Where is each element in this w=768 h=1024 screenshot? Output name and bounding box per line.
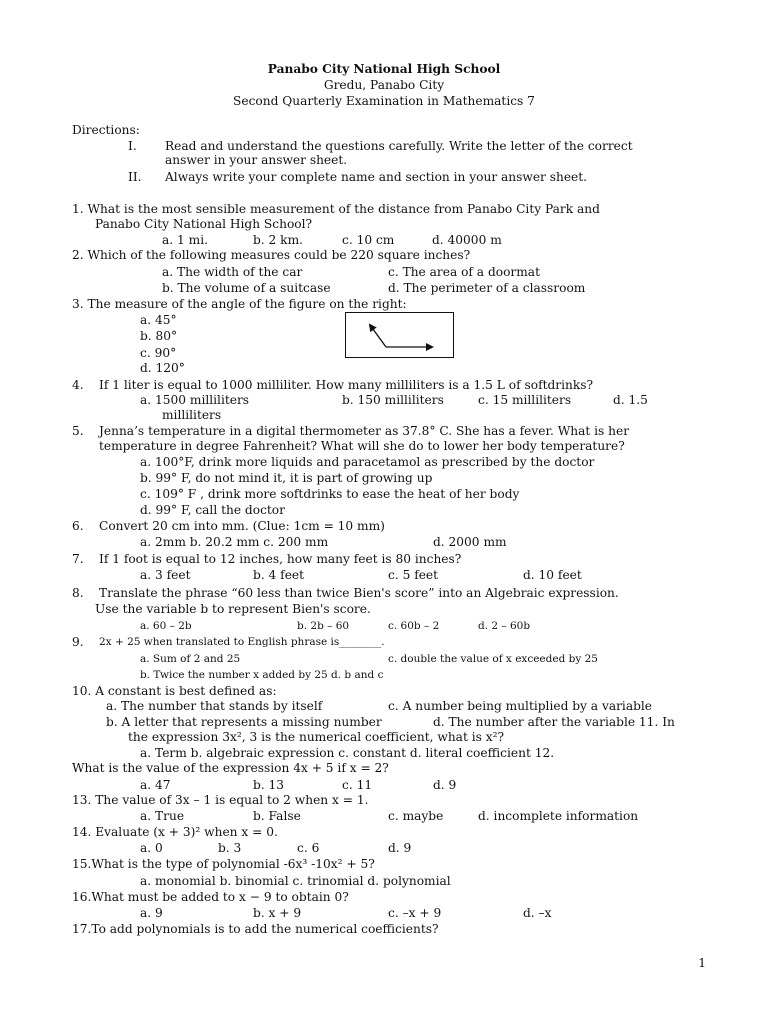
q15-choices: a. monomial b. binomial c. trinomial d. polynomial (140, 874, 451, 888)
q5-choice-c: c. 109° F , drink more softdrinks to ease the heat of her body (140, 487, 520, 501)
q14-choice-c: c. 6 (297, 841, 320, 855)
q6-num: 6. (72, 519, 84, 533)
direction-num-2: II. (128, 170, 142, 184)
question-8-cont: Use the variable b to represent Bien's score. (95, 602, 371, 616)
question-1-cont: Panabo City National High School? (95, 217, 313, 231)
q2-choice-c: c. The area of a doormat (388, 265, 540, 279)
q5-choice-d: d. 99° F, call the doctor (140, 503, 285, 517)
q16-choice-d: d. –x (523, 906, 552, 920)
q5-choice-b: b. 99° F, do not mind it, it is part of growing up (140, 471, 433, 485)
q2-choice-a: a. The width of the car (162, 265, 303, 279)
question-14: 14. Evaluate (x + 3)² when x = 0. (72, 825, 278, 839)
q7-num: 7. (72, 552, 84, 566)
q1-choice-d: d. 40000 m (432, 233, 502, 247)
q8-num: 8. (72, 586, 84, 600)
directions-label: Directions: (72, 123, 140, 137)
q14-choice-a: a. 0 (140, 841, 163, 855)
q8-choice-b: b. 2b – 60 (297, 620, 350, 632)
q13-choice-a: a. True (140, 809, 185, 823)
q3-choice-b: b. 80° (140, 329, 178, 343)
q6-choices-abc: a. 2mm b. 20.2 mm c. 200 mm (140, 535, 329, 549)
question-10: 10. A constant is best defined as: (72, 684, 277, 698)
q10-choice-b: b. A letter that represents a missing number (106, 715, 382, 729)
q16-choice-b: b. x + 9 (253, 906, 302, 920)
q7-choice-b: b. 4 feet (253, 568, 305, 582)
question-6: Convert 20 cm into mm. (Clue: 1cm = 10 mm) (99, 519, 385, 533)
q9-choices-bd: b. Twice the number x added by 25 d. b and c (140, 669, 384, 681)
question-3: 3. The measure of the angle of the figure on the right: (72, 297, 407, 311)
q2-choice-b: b. The volume of a suitcase (162, 281, 331, 295)
school-address: Gredu, Panabo City (323, 78, 445, 92)
q13-choice-d: d. incomplete information (478, 809, 639, 823)
question-9: 2x + 25 when translated to English phrase is________. (99, 636, 385, 648)
q16-choice-c: c. –x + 9 (388, 906, 442, 920)
school-name: Panabo City National High School (267, 62, 501, 76)
direction-text-1-cont: answer in your answer sheet. (165, 153, 348, 167)
q1-choice-c: c. 10 cm (342, 233, 395, 247)
q13-choice-b: b. False (253, 809, 301, 823)
q10-choice-d: d. The number after the variable 11. In (433, 715, 675, 729)
q3-choice-c: c. 90° (140, 346, 177, 360)
q3-choice-a: a. 45° (140, 313, 177, 327)
exam-title: Second Quarterly Examination in Mathematics 7 (233, 94, 535, 108)
question-8: Translate the phrase “60 less than twice Bien's score” into an Algebraic expression. (99, 586, 619, 600)
q8-choice-c: c. 60b – 2 (388, 620, 440, 632)
q10-choice-a: a. The number that stands by itself (106, 699, 323, 713)
q7-choice-d: d. 10 feet (523, 568, 582, 582)
q4-choice-c: c. 15 milliliters (478, 393, 572, 407)
q16-choice-a: a. 9 (140, 906, 163, 920)
angle-drawing (346, 313, 453, 357)
q8-choice-a: a. 60 – 2b (140, 620, 192, 632)
q12-choice-b: b. 13 (253, 778, 285, 792)
question-5-cont: temperature in degree Fahrenheit? What will she do to lower her body temperature? (99, 439, 625, 453)
question-1: 1. What is the most sensible measurement of the distance from Panabo City Park and (72, 202, 600, 216)
q5-choice-a: a. 100°F, drink more liquids and paracetamol as prescribed by the doctor (140, 455, 595, 469)
q2-choice-d: d. The perimeter of a classroom (388, 281, 586, 295)
q11-choices: a. Term b. algebraic expression c. constant d. literal coefficient 12. (140, 746, 555, 760)
question-17: 17.To add polynomials is to add the numerical coefficients? (72, 922, 439, 936)
question-2: 2. Which of the following measures could be 220 square inches? (72, 248, 471, 262)
q1-choice-a: a. 1 mi. (162, 233, 208, 247)
question-7: If 1 foot is equal to 12 inches, how many feet is 80 inches? (99, 552, 462, 566)
q9-num: 9. (72, 635, 84, 649)
q4-choice-d-cont: milliliters (162, 408, 222, 422)
q8-choice-d: d. 2 – 60b (478, 620, 531, 632)
q5-num: 5. (72, 424, 84, 438)
q1-choice-b: b. 2 km. (253, 233, 303, 247)
q3-choice-d: d. 120° (140, 361, 185, 375)
angle-ray-1 (370, 325, 386, 347)
q7-choice-a: a. 3 feet (140, 568, 191, 582)
q7-choice-c: c. 5 feet (388, 568, 439, 582)
q12-choice-c: c. 11 (342, 778, 373, 792)
direction-text-1: Read and understand the questions carefully. Write the letter of the correct (165, 139, 633, 153)
q6-choice-d: d. 2000 mm (433, 535, 507, 549)
q4-choice-b: b. 150 milliliters (342, 393, 444, 407)
question-12: What is the value of the expression 4x + 5 if x = 2? (72, 761, 389, 775)
q9-choice-a: a. Sum of 2 and 25 (140, 653, 241, 665)
q14-choice-d: d. 9 (388, 841, 412, 855)
angle-figure (345, 312, 454, 358)
question-15: 15.What is the type of polynomial -6x³ -10x² + 5? (72, 857, 375, 871)
question-11: the expression 3x², 3 is the numerical coefficient, what is x²? (128, 730, 505, 744)
direction-num-1: I. (128, 139, 137, 153)
question-4: If 1 liter is equal to 1000 milliliter. How many milliliters is a 1.5 L of softdrinks? (99, 378, 594, 392)
question-13: 13. The value of 3x – 1 is equal to 2 when x = 1. (72, 793, 369, 807)
q9-choice-c: c. double the value of x exceeded by 25 (388, 653, 598, 665)
q14-choice-b: b. 3 (218, 841, 242, 855)
page-number: 1 (698, 956, 706, 970)
question-5: Jenna’s temperature in a digital thermometer as 37.8° C. She has a fever. What is her (99, 424, 630, 438)
direction-text-2: Always write your complete name and section in your answer sheet. (165, 170, 588, 184)
q12-choice-a: a. 47 (140, 778, 171, 792)
q4-num: 4. (72, 378, 84, 392)
q12-choice-d: d. 9 (433, 778, 457, 792)
q10-choice-c: c. A number being multiplied by a variable (388, 699, 652, 713)
question-16: 16.What must be added to x − 9 to obtain 0? (72, 890, 349, 904)
q4-choice-d: d. 1.5 (613, 393, 648, 407)
q13-choice-c: c. maybe (388, 809, 444, 823)
q4-choice-a: a. 1500 milliliters (140, 393, 250, 407)
